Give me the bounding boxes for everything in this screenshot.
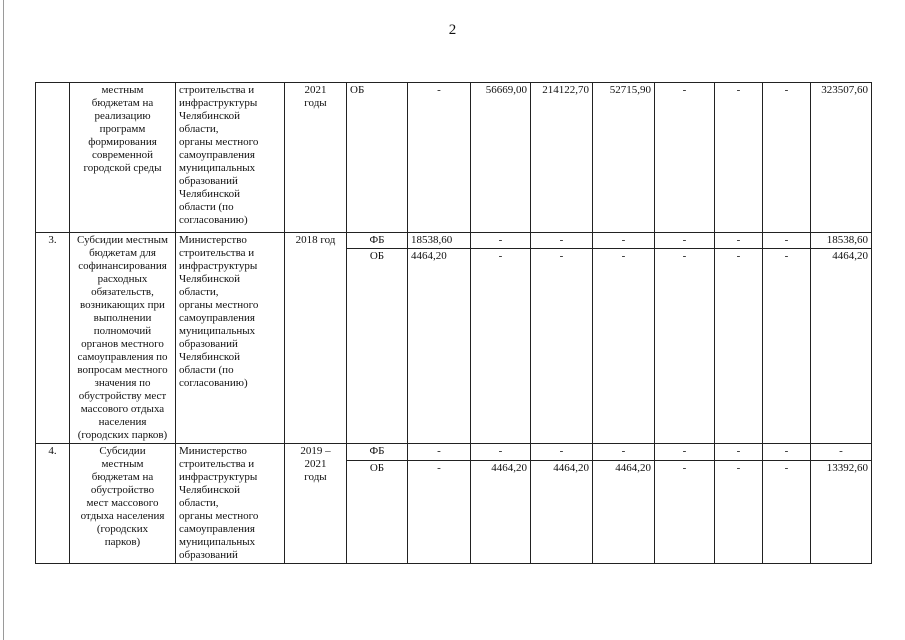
executor-cell: Министерство строительства и инфраструктуры Челябинской области, органы местного самоуправления муниципальных образований xyxy=(176,444,285,564)
executor-cell: строительства и инфраструктуры Челябинской области, органы местного самоуправления муниципальных образований Челябинской области (по согласованию) xyxy=(176,83,285,233)
measure-name: местным бюджетам на реализацию программ формирования современной городской среды xyxy=(70,83,176,233)
value-cell: - xyxy=(655,233,715,249)
value-cell: - xyxy=(655,249,715,444)
value-cell: 214122,70 xyxy=(531,83,593,233)
total-cell: 18538,60 xyxy=(811,233,872,249)
value-cell: - xyxy=(408,83,471,233)
value-cell: - xyxy=(715,83,763,233)
executor-cell: Министерство строительства и инфраструктуры Челябинской области, органы местного самоуправления муниципальных образований Челябинской области (по согласованию) xyxy=(176,233,285,444)
value-cell: - xyxy=(655,444,715,461)
value-cell: - xyxy=(531,249,593,444)
funding-source: ФБ xyxy=(347,233,408,249)
value-cell: - xyxy=(593,249,655,444)
period-cell: 2019 – 2021 годы xyxy=(285,444,347,564)
value-cell: 18538,60 xyxy=(408,233,471,249)
value-cell: - xyxy=(715,460,763,563)
value-cell: 52715,90 xyxy=(593,83,655,233)
value-cell: 4464,20 xyxy=(408,249,471,444)
total-cell: 13392,60 xyxy=(811,460,872,563)
value-cell: - xyxy=(531,233,593,249)
period-cell: 2018 год xyxy=(285,233,347,444)
value-cell: - xyxy=(471,249,531,444)
value-cell: - xyxy=(471,444,531,461)
program-measures-table xyxy=(35,82,872,564)
value-cell: - xyxy=(408,460,471,563)
value-cell: - xyxy=(408,444,471,461)
value-cell: - xyxy=(763,83,811,233)
value-cell: - xyxy=(715,249,763,444)
value-cell: - xyxy=(471,233,531,249)
value-cell: - xyxy=(715,233,763,249)
value-cell: 4464,20 xyxy=(531,460,593,563)
value-cell: - xyxy=(763,444,811,461)
funding-source: ФБ xyxy=(347,444,408,461)
funding-source: ОБ xyxy=(347,249,408,444)
measure-name: Субсидии местным бюджетам на обустройство мест массового отдыха населения (городских парков) xyxy=(70,444,176,564)
table-row xyxy=(36,444,872,461)
value-cell: - xyxy=(655,460,715,563)
value-cell: 56669,00 xyxy=(471,83,531,233)
table-row xyxy=(36,83,872,233)
value-cell: - xyxy=(531,444,593,461)
value-cell: - xyxy=(715,444,763,461)
value-cell: - xyxy=(593,444,655,461)
total-cell: 4464,20 xyxy=(811,249,872,444)
scan-margin-line xyxy=(3,0,4,640)
value-cell: - xyxy=(763,249,811,444)
page-number: 2 xyxy=(448,22,457,38)
table-row xyxy=(36,233,872,249)
value-cell: 4464,20 xyxy=(593,460,655,563)
value-cell: - xyxy=(763,233,811,249)
funding-source: ОБ xyxy=(347,460,408,563)
measure-name: Субсидии местным бюджетам для софинансирования расходных обязательств, возникающих при выполнении полномочий органов местного самоуправления по вопросам местного значения по обустройству мест массового отдыха населения (городских парков) xyxy=(70,233,176,444)
funding-source: ОБ xyxy=(347,83,408,233)
row-number: 3. xyxy=(36,233,70,444)
value-cell: - xyxy=(593,233,655,249)
row-number: 4. xyxy=(36,444,70,564)
value-cell: - xyxy=(763,460,811,563)
period-cell: 2021 годы xyxy=(285,83,347,233)
row-number xyxy=(36,83,70,233)
total-cell: - xyxy=(811,444,872,461)
value-cell: - xyxy=(655,83,715,233)
value-cell: 4464,20 xyxy=(471,460,531,563)
total-cell: 323507,60 xyxy=(811,83,872,233)
